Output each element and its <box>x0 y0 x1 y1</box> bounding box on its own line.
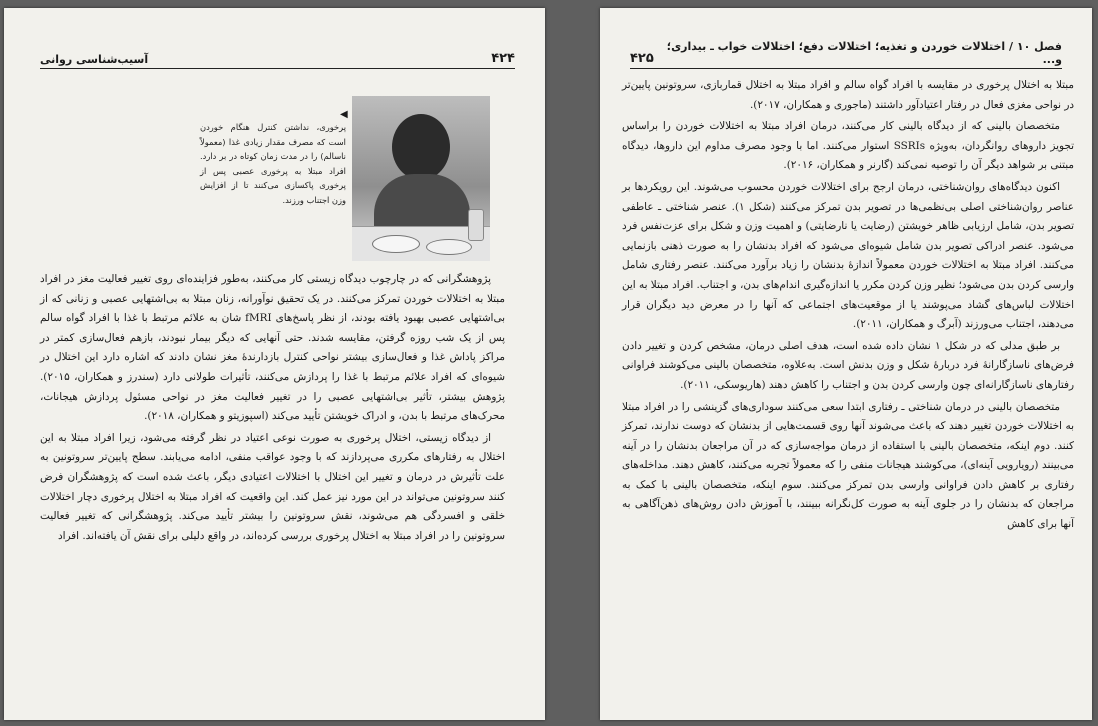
left-page-number: ۴۲۴ <box>491 51 515 66</box>
right-paragraph-4: بر طبق مدلی که در شکل ۱ نشان داده شده است، هدف اصلی درمان، مشخص کردن و تغییر دادن فرض‌های ناسازگارانهٔ فرد دربارهٔ شکل و وزن بدنش است. به‌علاوه، متخصصان بالینی می‌کوشند فراوانی رفتارهای ناسازگارانه‌ای چون وارسی کردن بدن و اجتناب را کاهش دهند (هاریوسکی، ۲۰۱۱). <box>622 339 1074 391</box>
right-paragraph-1: مبتلا به اختلال پرخوری در مقایسه با افراد گواه سالم و افراد مبتلا به اختلال قماربازی، سروتونین پایین‌تر در نواحی مغزی فعال در رفتار اعتیادآور داشتند (ماجوری و همکاران، ۲۰۱۷). <box>622 79 1074 111</box>
left-header-title: آسیب‌شناسی روانی <box>40 53 149 66</box>
figure-photo <box>352 96 490 261</box>
left-paragraph-1: پژوهشگرانی که در چارچوب دیدگاه زیستی کار می‌کنند، به‌طور فزاینده‌ای روی تغییر فعالیت مغز در افراد مبتلا به اختلالات خوردن تمرکز می‌کنند. در یک تحقیق نوآورانه، زنان مبتلا به بی‌اشتهایی عصبی و زنانی که از بی‌اشتهایی عصبی بهبود یافته بودند، از نظر پاسخ‌های fMRI شان به علائم مرتبط با غذا با افراد گواه سالم پس از یک شب روزه گرفتن، مقایسه شدند. حتی آنهایی که دیگر بیمار نبودند، بازهم فعال‌سازی کمتر در مراکز پاداش غذا و فعال‌سازی بیشتر نواحی کنترل بازدارندهٔ مغز نشان دادند که اشاره دارد این اختلال در شیوه‌ای که افراد علائم مرتبط با غذا را پردازش می‌کنند، تأثیرات طولانی دارد (سندرز و همکاران، ۲۰۱۵). پژوهش بیشتر، تأثیر بی‌اشتهایی عصبی را در تغییر فعالیت مغز در نواحی مسئول پردازش هیجانات، محرک‌های مرتبط با بدن، و ادراک خویشتن تأیید می‌کند (اسپوزیتو و همکاران، ۲۰۱۸). <box>40 273 505 423</box>
caption-pointer-icon: ◀ <box>340 109 348 120</box>
left-page <box>4 8 545 720</box>
right-paragraph-5: متخصصان بالینی در درمان شناختی ـ رفتاری ابتدا سعی می‌کنند سوداری‌های گزینشی را در افراد مبتلا به اختلالات خوردن تغییر دهند که باعث می‌شوند آنها روی قسمت‌هایی از بدنشان که دوست ندارند، تمرکز کنند. دوم اینکه، متخصصان بالینی با استفاده از درمان مواجه‌سازی که در آن مراجعان بدنشان را در آینه می‌بینند (رویارویی آینه‌ای)، می‌کوشند هیجانات منفی را که معمولاً تجربه می‌کنند، کاهش دهند. مداخله‌های رفتاری بر کاهش دادن فراوانی وارسی بدن تمرکز می‌کنند. سوم اینکه، متخصصان بالینی با کمک به مراجعان که بدنشان را در جلوی آینه به صورت کل‌نگرانه ببینند، با آموزش دادن روش‌های ذهن‌آگاهی به آنها برای کاهش <box>622 400 1074 531</box>
left-body-text <box>40 270 505 548</box>
figure-cup <box>468 209 484 241</box>
left-paragraph-2: از دیدگاه زیستی، اختلال پرخوری به صورت نوعی اعتیاد در نظر گرفته می‌شود، زیرا افراد مبتلا به این اختلال به رفتارهای مکرری می‌پردازند که با وجود عواقب منفی، ادامه می‌یابند. سطح پایین‌تر سروتونین به علت تأثیرش در درمان و تغییر این اختلال با اختلالات اعتیادی دیگر، باعث شده است که پژوهشگران فرض کنند سروتونین می‌تواند در این مورد نیز عمل کند. این واقعیت که افراد مبتلا به اختلال پرخوری دچار اختلالات خلقی و افسردگی هم می‌شوند، نقش سروتونین را بیشتر تأیید می‌کند. پژوهشگرانی که تغییر فعالیت سروتونین را در افراد مبتلا به اختلال پرخوری بررسی کرده‌اند، در واقع دلیلی برای نقش آن یافته‌اند. افراد <box>40 431 505 542</box>
figure-plate <box>372 235 420 253</box>
right-header-title: فصل ۱۰ / اختلالات خوردن و تغذیه؛ اختلالات دفع؛ اختلالات خواب ـ بیداری؛ و... <box>666 40 1062 66</box>
figure-plate <box>426 239 472 255</box>
right-page <box>600 8 1092 720</box>
figure-person-head <box>392 114 450 180</box>
right-paragraph-3: اکنون دیدگاه‌های روان‌شناختی، درمان ارجح برای اختلالات خوردن محسوب می‌شوند. این رویکردها بر عناصر روان‌شناختی اصلی بی‌نظمی‌ها در تصویر بدن تمرکز می‌کنند (شکل ۱). عنصر شناختی ـ عاطفی تصویر بدن، شامل ارزیابی ظاهر خویشتن (رضایت یا نارضایتی) و اهمیت وزن و شکل برای عزت‌نفس فرد می‌شود. عنصر ادراکی تصویر بدن شامل شیوه‌ای می‌شود که افراد بدنشان را به صورت ذهنی بازنمایی می‌کنند. افراد مبتلا به اختلالات خوردن معمولاً اندازهٔ بدنشان را زیاد برآورد می‌کنند. عنصر رفتاری شامل وارسی کردن بدن می‌شود؛ نظیر وزن کردن مکرر یا اندازه‌گیری اندام‌های بدن، و اجتناب. افراد مبتلا به این اختلالات لباس‌های گشاد می‌پوشند یا از موقعیت‌های اجتماعی که آنها را در معرض دید دیگران قرار می‌دهند، اجتناب می‌ورزند (آبرگ و همکاران، ۲۰۱۱). <box>622 180 1074 331</box>
right-page-header <box>630 40 1062 69</box>
right-body-text <box>622 76 1074 537</box>
left-page-header <box>40 44 515 69</box>
right-page-number: ۴۲۵ <box>630 51 654 66</box>
figure-caption: پرخوری، نداشتن کنترل هنگام خوردن است که مصرف مقدار زیادی غذا (معمولاً ناسالم) را در مدت زمان کوتاه در بر دارد. افراد مبتلا به پرخوری عصبی پس از پرخوری پاکسازی می‌کنند تا از افزایش وزن اجتناب ورزند. <box>200 122 346 205</box>
right-paragraph-2: متخصصان بالینی که از دیدگاه بالینی کار می‌کنند، درمان افراد مبتلا به اختلالات خوردن را براساس تجویز داروهای روانگردان، به‌ویژه SSRIs استوار می‌کنند. اما با وجود مصرف مداوم این داروها، دیدگاه مبتنی بر شواهد دیگر آن را توصیه نمی‌کند (گارنر و همکاران، ۲۰۱۶). <box>622 120 1074 172</box>
